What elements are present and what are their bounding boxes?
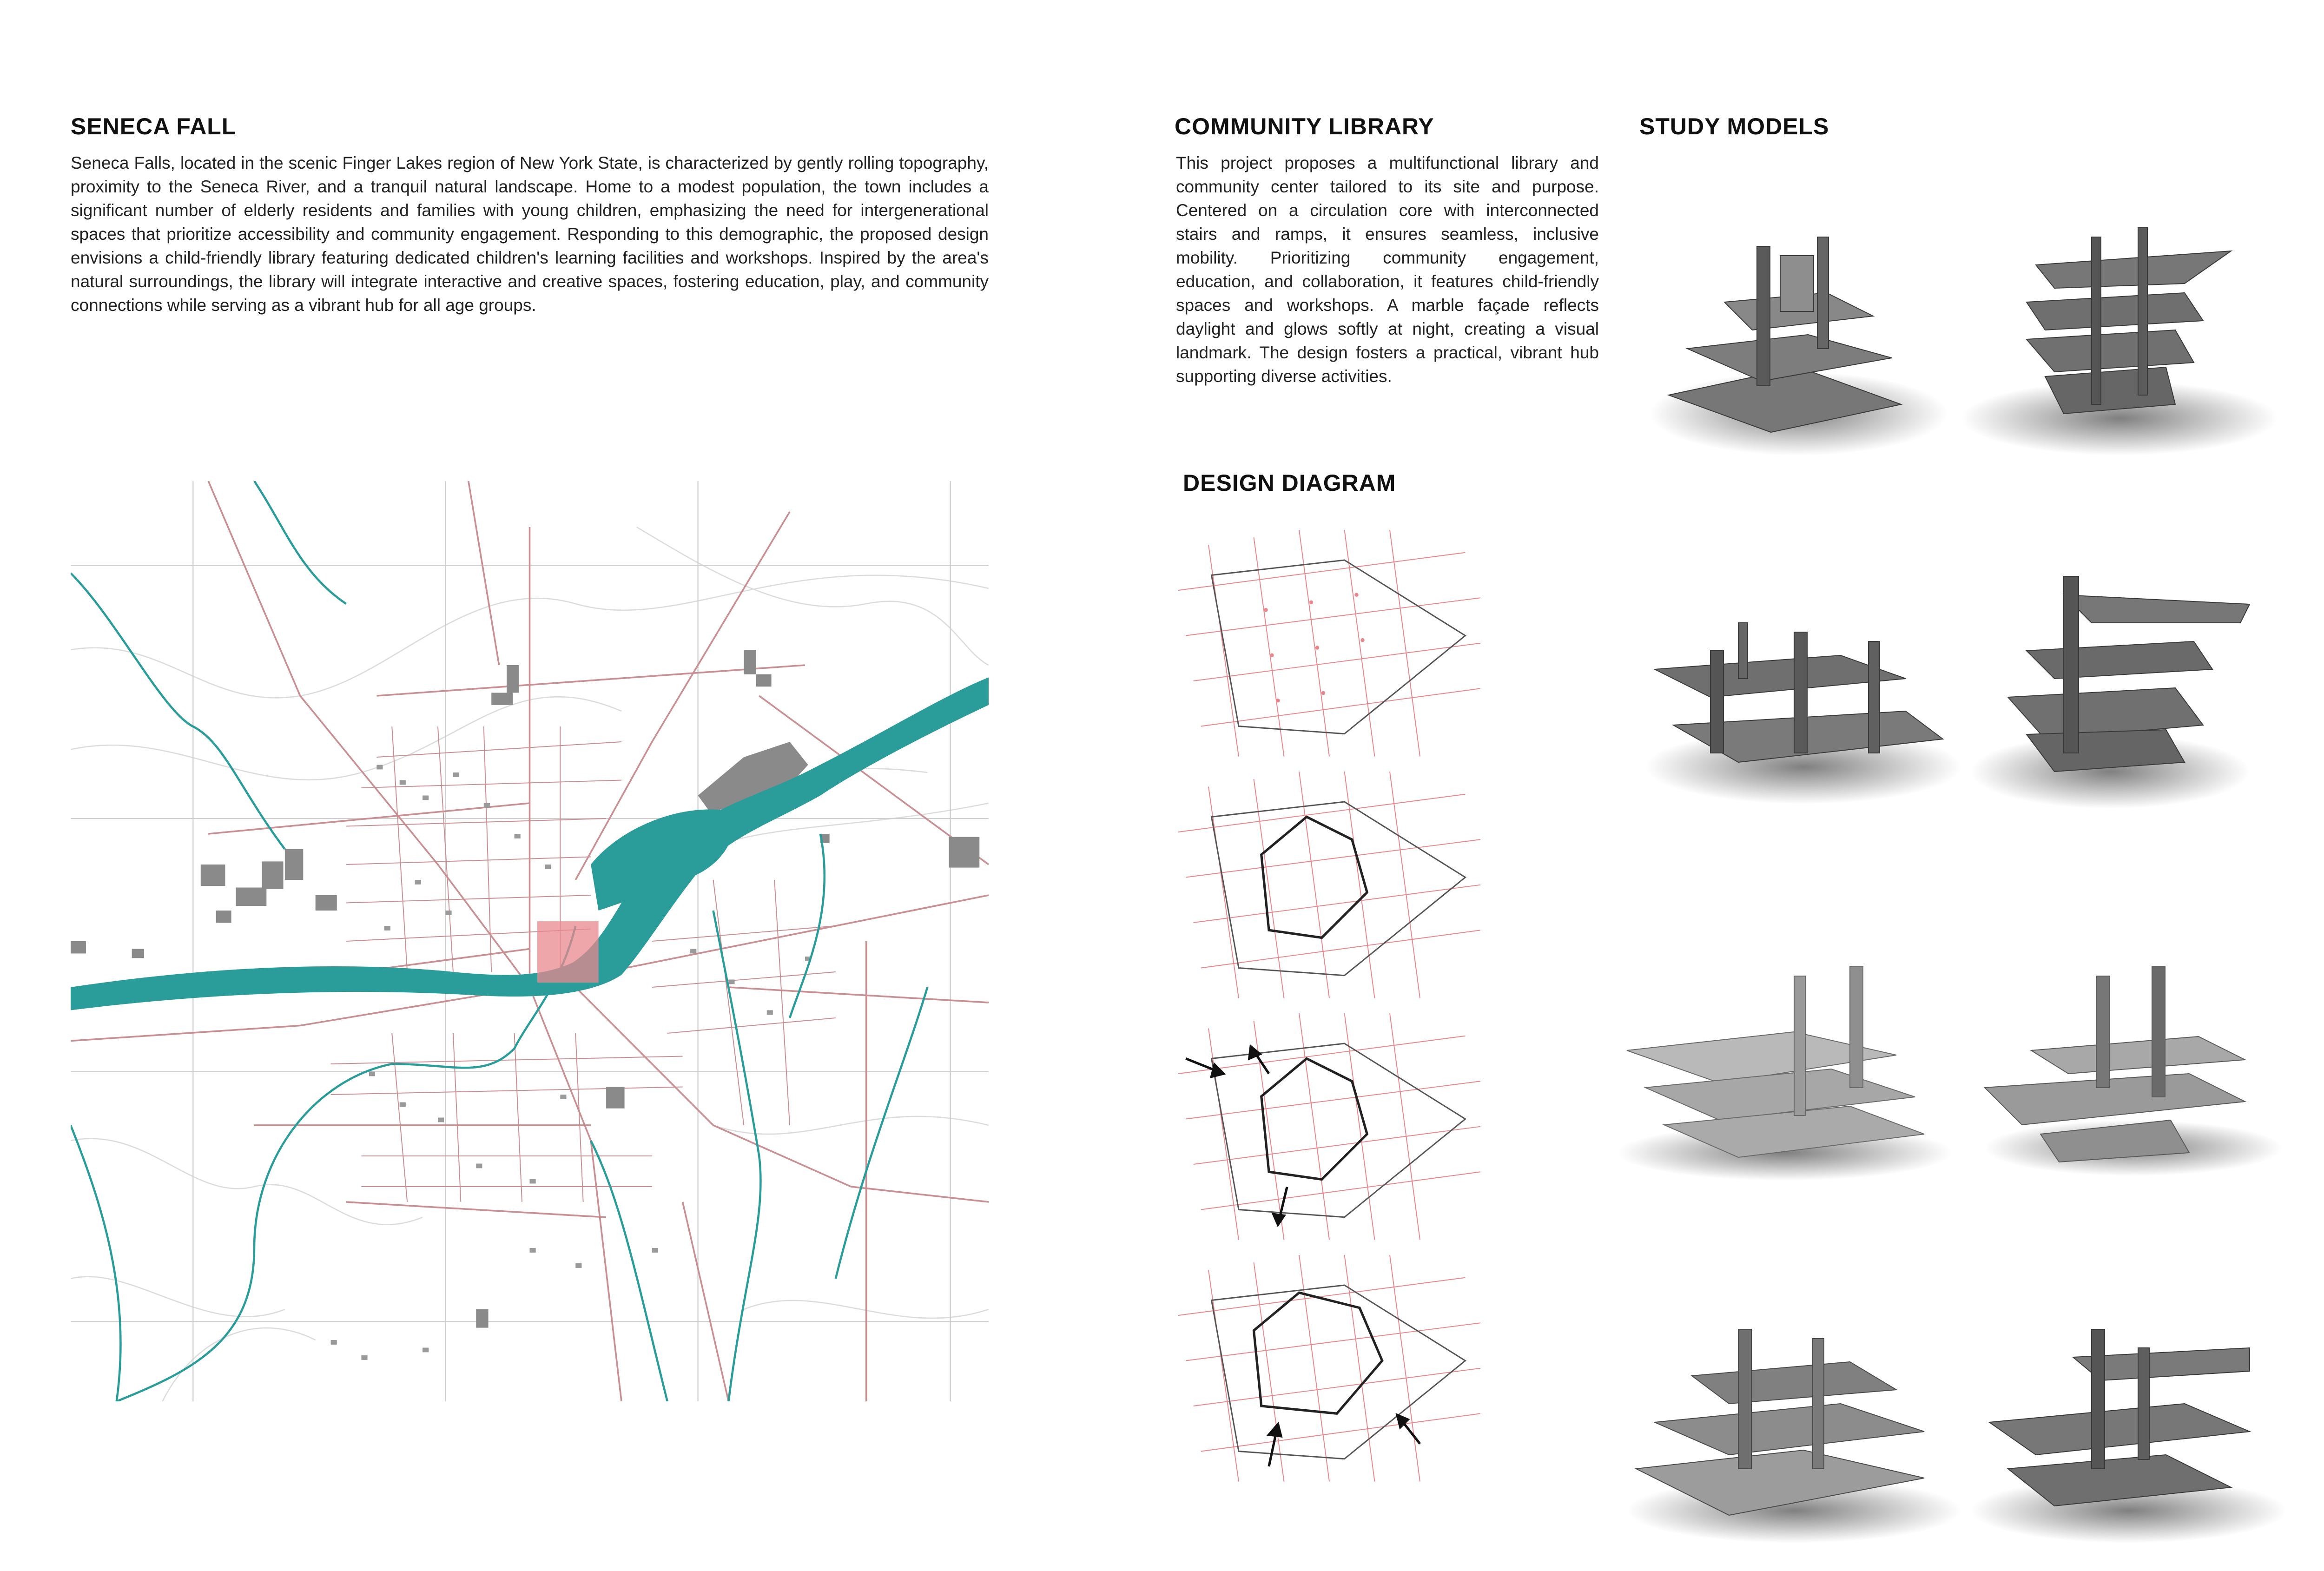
project-site-highlight bbox=[537, 921, 599, 983]
community-library-title: COMMUNITY LIBRARY bbox=[1175, 113, 1434, 139]
study-model-3 bbox=[1627, 539, 1980, 837]
design-diagram-title: DESIGN DIAGRAM bbox=[1183, 470, 1396, 496]
design-diagram-2 bbox=[1176, 772, 1483, 1013]
community-library-description: This project proposes a multifunctional library and community center tailored to its site and purpose. Centered on a circulation core with interconnected stairs and ramps, it ensures seamless, inclusive mobility. Prioritizing community engagement, education, and collaboration, it features child-friendly spaces and workshops. A marble façade reflects daylight and glows softly at night, creating a visual landmark. The design fosters a practical, vibrant hub supporting diverse activities. bbox=[1176, 153, 1599, 386]
design-diagram-4 bbox=[1176, 1255, 1483, 1497]
study-model-7 bbox=[1618, 1274, 1971, 1571]
study-model-4 bbox=[1952, 539, 2305, 837]
study-model-6 bbox=[1966, 920, 2319, 1218]
seneca-description: Seneca Falls, located in the scenic Finger Lakes region of New York State, is characterized by gently rolling topography, proximity to the Seneca River, and a tranquil natural landscape. Home to a modest population, the town includes a significant number of elderly residents and families with young children, emphasizing the need for intergenerational spaces that prioritize accessibility and community engagement. Responding to this demographic, the proposed design envisions a child-friendly library featuring dedicated children's learning facilities and workshops. Inspired by the area's natural surroundings, the library will integrate interactive and creative spaces, fostering education, play, and community connections while serving as a vibrant hub for all age groups. bbox=[71, 153, 989, 315]
seneca-title: SENECA FALL bbox=[71, 113, 237, 139]
site-map bbox=[71, 481, 989, 1401]
study-model-8 bbox=[1952, 1274, 2305, 1571]
study-model-1 bbox=[1613, 181, 1966, 479]
study-models-title: STUDY MODELS bbox=[1639, 113, 1829, 139]
design-diagram-3 bbox=[1176, 1013, 1483, 1255]
design-diagram-1 bbox=[1176, 530, 1483, 772]
study-model-2 bbox=[1952, 181, 2305, 479]
study-model-5 bbox=[1608, 920, 1961, 1218]
